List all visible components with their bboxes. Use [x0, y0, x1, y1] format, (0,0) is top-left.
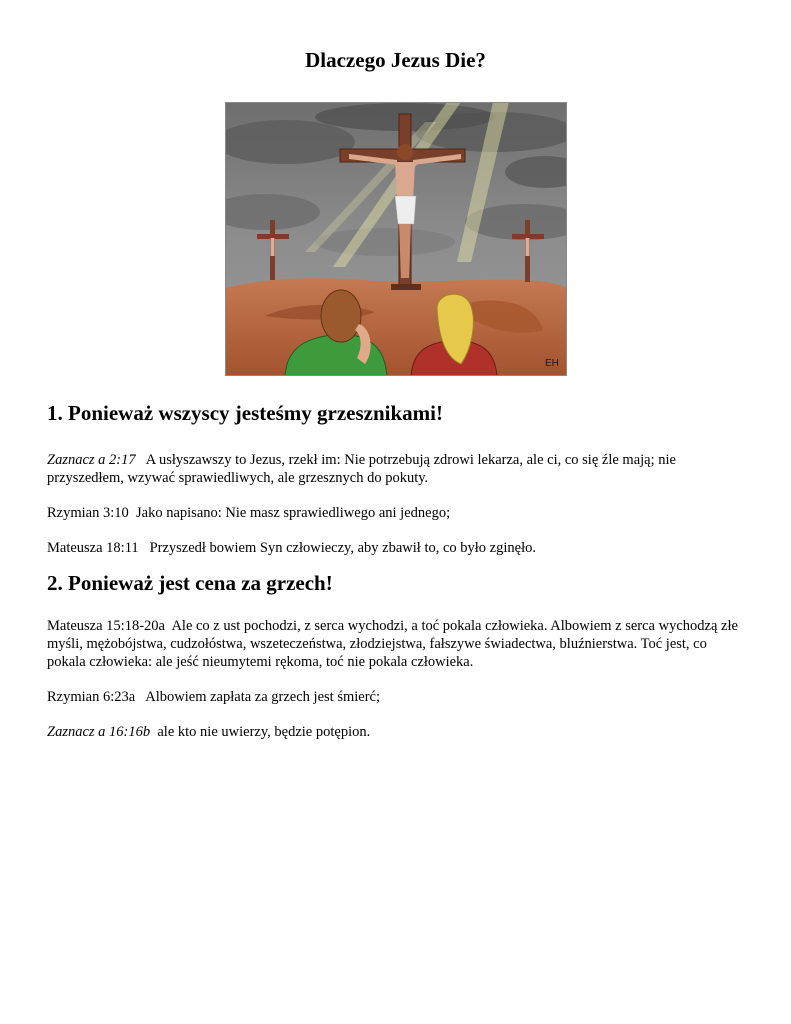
verse-mark-2-17	[47, 451, 747, 487]
verse-matthew-18-11	[47, 539, 747, 557]
verse-matthew-15-18	[47, 617, 747, 671]
verse-reference: Zaznacz a 2:17	[47, 452, 136, 468]
verse-text: ale kto nie uwierzy, będzie potępion.	[157, 724, 371, 740]
section-heading-1: 1. Ponieważ wszyscy jesteśmy grzesznikami!	[47, 401, 443, 425]
verse-text: A usłyszawszy to Jezus, rzekł im: Nie potrzebują zdrowi lekarza, ale ci, co się źle mają; nie przyszedłem, wzywać sprawiedliwych, ale grzesznych do pokuty.	[47, 452, 676, 486]
artist-signature: EH	[545, 358, 559, 369]
page-title: Dlaczego Jezus Die?	[305, 48, 486, 72]
verse-reference: Rzymian 3:10	[47, 505, 129, 521]
verse-reference: Mateusza 18:11	[47, 540, 139, 556]
verse-text: Albowiem zapłata za grzech jest śmierć;	[145, 689, 380, 705]
verse-text: Ale co z ust pochodzi, z serca wychodzi, a toć pokala człowieka. Albowiem z serca wychodzą złe myśli, mężobójstwa, cudzołóstwa, wszeteczeństwa, złodziejstwa, fałszywe świadectwa, bluźnierstwa. Toć jest, co pokala człowieka: ale jeść nieumytemi rękoma, toć nie pokala człowieka.	[47, 618, 738, 670]
verse-reference: Zaznacz a 16:16b	[47, 724, 151, 740]
verse-text: Przyszedł bowiem Syn człowieczy, aby zbawił to, co było zginęło.	[149, 540, 536, 556]
verse-mark-16-16	[47, 723, 747, 741]
verse-reference: Rzymian 6:23a	[47, 689, 136, 705]
section-heading-2: 2. Ponieważ jest cena za grzech!	[47, 571, 333, 595]
verse-text: Jako napisano: Nie masz sprawiedliwego ani jednego;	[136, 505, 451, 521]
crucifixion-illustration	[225, 102, 567, 376]
cloud	[315, 228, 455, 256]
verse-romans-6-23	[47, 688, 747, 706]
verse-reference: Mateusza 15:18-20a	[47, 618, 165, 634]
verse-romans-3-10	[47, 504, 747, 522]
